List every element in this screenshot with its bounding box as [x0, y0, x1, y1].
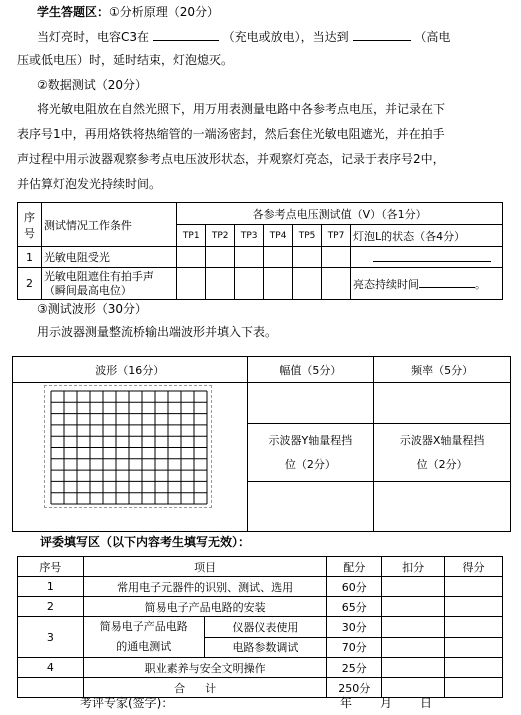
judge-header-score: 配分: [327, 557, 382, 577]
judge-seq: 4: [18, 658, 84, 678]
grid-lines: [45, 386, 213, 509]
gain-cell[interactable]: [445, 658, 503, 678]
y-range-text: 位（2分）: [284, 457, 336, 471]
oscilloscope-grid[interactable]: [44, 385, 212, 508]
y-range-value-cell[interactable]: [247, 482, 374, 532]
table-row: [18, 268, 503, 300]
table-row: [18, 617, 503, 638]
tp-value-cell[interactable]: [293, 247, 322, 268]
part2-heading: ②数据测试（20分）: [37, 78, 148, 92]
total-blank: [18, 678, 84, 698]
judge-item-line: 的通电测试: [116, 640, 172, 653]
row-condition: 光敏电阻遮住有拍手声（瞬间最高电位）: [41, 268, 176, 300]
judge-seq: 1: [18, 577, 84, 597]
part3-line: 用示波器测量整流桥输出端波形并填入下表。: [37, 325, 278, 339]
tp-header: TP7: [322, 225, 351, 247]
judge-subitem: 仪器仪表使用: [204, 617, 327, 638]
judge-subitem: 电路参数调试: [204, 637, 327, 658]
judge-score: 70分: [327, 637, 382, 658]
section-title-text: 学生答题区：: [37, 5, 110, 19]
gain-cell[interactable]: [445, 597, 503, 617]
x-range-value-cell[interactable]: [374, 482, 511, 532]
tp-value-cell[interactable]: [264, 268, 293, 300]
voltage-level-blank[interactable]: [353, 29, 411, 41]
table-row: [18, 247, 503, 268]
judge-header-seq: 序号: [18, 557, 84, 577]
tp-header: TP3: [235, 225, 264, 247]
wave-header: 波形（16分）: [13, 357, 248, 383]
judge-score: 25分: [327, 658, 382, 678]
judge-item: [83, 617, 204, 658]
deduct-cell[interactable]: [382, 617, 445, 638]
section-title: [37, 4, 219, 20]
part1-text-c: （高电: [414, 30, 451, 44]
x-range-text: 示波器X轴量程挡: [399, 433, 485, 447]
lamp-duration-label: 亮态持续时间: [353, 277, 419, 291]
tp-value-cell[interactable]: [177, 268, 206, 300]
period: 。: [475, 277, 486, 291]
duration-blank[interactable]: [419, 276, 475, 288]
part1-text-b: （充电或放电），当达到: [222, 30, 349, 44]
judge-seq: 3: [18, 617, 84, 658]
deduct-cell[interactable]: [382, 597, 445, 617]
tp-value-cell[interactable]: [206, 247, 235, 268]
part1-line1: [37, 29, 450, 45]
part1-line2: 压或低电压）时，延时结束，灯泡熄灭。: [17, 53, 234, 67]
total-score: 250分: [327, 678, 382, 698]
table1-header-group: 各参考点电压测试值（V）（各1分）: [177, 203, 503, 225]
part2-para-line: 并估算灯泡发光持续时间。: [17, 177, 162, 191]
part3-heading: ③测试波形（30分）: [37, 302, 148, 316]
row-seq: 1: [18, 247, 42, 268]
judge-score: 30分: [327, 617, 382, 638]
voltage-test-table: [17, 202, 503, 300]
tp-value-cell[interactable]: [264, 247, 293, 268]
part2-para-line: 声过程中用示波器观察参考点电压波形状态，并观察灯亮态，记录于表序号2中，: [17, 152, 445, 166]
tp-value-cell[interactable]: [235, 247, 264, 268]
frequency-cell[interactable]: [374, 383, 511, 424]
table-row: [18, 658, 503, 678]
tp-header: TP1: [177, 225, 206, 247]
part1-heading: ①分析原理（20分）: [109, 5, 220, 19]
table1-header-cond: 测试情况工作条件: [41, 203, 176, 247]
row-seq: 2: [18, 268, 42, 300]
table-row: [18, 577, 503, 597]
lamp-state-cell[interactable]: [351, 247, 503, 268]
tp-value-cell[interactable]: [177, 247, 206, 268]
judge-score: 65分: [327, 597, 382, 617]
date-month: 月: [380, 696, 393, 710]
lamp-state-cell[interactable]: [351, 268, 503, 300]
x-range-text: 位（2分）: [416, 457, 468, 471]
table-row: [18, 597, 503, 617]
judge-seq: 2: [18, 597, 84, 617]
deduct-cell[interactable]: [382, 637, 445, 658]
y-range-text: 示波器Y轴量程挡: [268, 433, 353, 447]
tp-value-cell[interactable]: [322, 268, 351, 300]
date-day: 日: [420, 696, 433, 710]
table1-header-seq: 序号: [18, 203, 42, 247]
y-range-label: [247, 424, 374, 482]
tp-value-cell[interactable]: [322, 247, 351, 268]
judge-header-item: 项目: [83, 557, 326, 577]
amp-header: 幅值（5分）: [247, 357, 374, 383]
part1-text-a: 当灯亮时，电容C3在: [37, 30, 150, 44]
table1-header-lamp: 灯泡L的状态（各4分）: [351, 225, 503, 247]
judge-table: [17, 556, 503, 698]
total-label: 合计: [83, 678, 326, 698]
judge-item: 常用电子元器件的识别、测试、选用: [83, 577, 326, 597]
judge-header-gain: 得分: [445, 557, 503, 577]
tp-value-cell[interactable]: [206, 268, 235, 300]
judge-item: 简易电子产品电路的安装: [83, 597, 326, 617]
tp-value-cell[interactable]: [293, 268, 322, 300]
gain-cell[interactable]: [445, 678, 503, 698]
tp-header: TP2: [206, 225, 235, 247]
x-range-label: [374, 424, 511, 482]
deduct-cell[interactable]: [382, 658, 445, 678]
tp-header: TP4: [264, 225, 293, 247]
charge-state-blank[interactable]: [153, 29, 219, 41]
amplitude-cell[interactable]: [247, 383, 374, 424]
part2-para-line: 将光敏电阻放在自然光照下，用万用表测量电路中各参考点电压，并记录在下: [37, 102, 446, 116]
judge-header-deduct: 扣分: [382, 557, 445, 577]
row-condition: 光敏电阻受光: [41, 247, 176, 268]
gain-cell[interactable]: [445, 577, 503, 597]
judge-title: 评委填写区（以下内容考生填写无效）：: [40, 535, 251, 549]
judge-item-line: 简易电子产品电路: [99, 620, 188, 633]
judge-item: 职业素养与安全文明操作: [83, 658, 326, 678]
judge-score: 60分: [327, 577, 382, 597]
expert-signature-label: 考评专家(签字)：: [80, 696, 174, 710]
tp-header: TP5: [293, 225, 322, 247]
part2-para-line: 表序号1中，再用烙铁将热缩管的一端汤密封，然后套住光敏电阻遮光，并在拍手: [17, 127, 445, 141]
deduct-cell[interactable]: [382, 577, 445, 597]
freq-header: 频率（5分）: [374, 357, 511, 383]
lamp-state-blank[interactable]: [373, 250, 491, 262]
date-year: 年: [340, 696, 353, 710]
tp-value-cell[interactable]: [235, 268, 264, 300]
gain-cell[interactable]: [445, 637, 503, 658]
gain-cell[interactable]: [445, 617, 503, 638]
